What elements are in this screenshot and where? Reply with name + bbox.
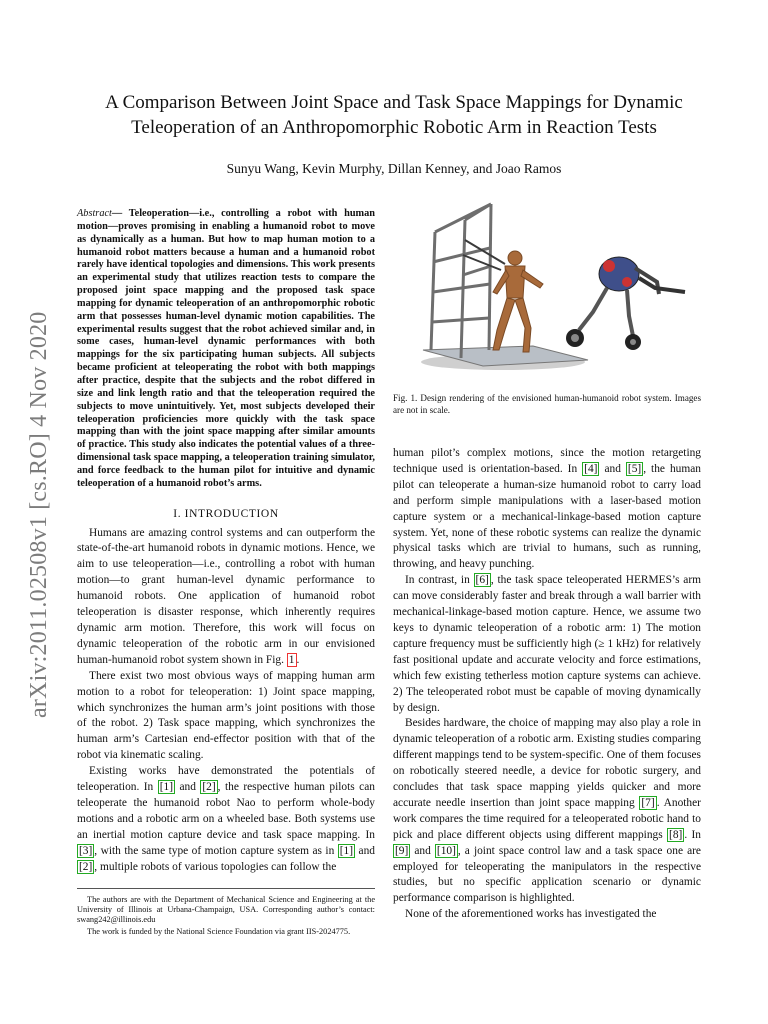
paragraph: None of the aforementioned works has investigated the bbox=[405, 908, 657, 921]
text-run: . bbox=[296, 653, 300, 666]
arxiv-identifier: arXiv:2011.02508v1 [cs.RO] 4 Nov 2020 bbox=[26, 311, 52, 718]
figure-link[interactable]: 1 bbox=[288, 653, 295, 666]
figure-caption: Fig. 1. Design rendering of the envisioned human-humanoid robot system. Images are not in scale. bbox=[393, 393, 701, 415]
abstract-text: — Teleoperation—i.e., controlling a robot with human motion—proves promising in enabling a humanoid robot to move as dynamically as a human. But how to map human motion to a humanoid robot matters because a human and a humanoid robot rarely have identical topologies and dimensions. This work presents an experimental study that utilizes reaction tests to compare the proposed joint space mapping and the proposed task space mapping for dynamic teleoperation of an anthropomorphic robotic arm that possesses human-level dynamic motion capabilities. The experimental results suggest that the robot achieved similar and, in some cases, human-level dynamic performances with both mappings for the six participating human subjects. All subjects became proficient at teleoperating the robot with both mappings after practice, despite that the subjects and the robot differed in size and link length ratio and that the teleoperation required the subjects to move unintuitively. Yet, most subjects developed their teleoperation proficiencies more quickly with the task space mapping than with the joint space mapping after similar amounts of practice. This study also indicates the potential values of a three-dimensional task space mapping, a teleoperation training simulator, and force feedback to the human pilot for intuitive and dynamic teleoperation of a humanoid robot’s arms. bbox=[77, 208, 375, 489]
citation-link[interactable]: [3] bbox=[79, 844, 93, 857]
citation-link[interactable]: [2] bbox=[79, 860, 93, 873]
text-run: , the task space teleoperated HERMES’s arm can move considerably faster and break through a wall barrier with mechanical-linkage-based motion capture. Hence, we assume two keys to dynamic teleoperation of a robotic arm: 1) The motion capture frequency must be sufficiently high (≥ 1 kHz) for relatively fast positional update and accurate velocity and force estimations, which few existing tetherless motion capture systems can achieve. 2) The teleoperated robot must be capable of moving dynamically by design. bbox=[393, 574, 701, 714]
author-list: Sunyu Wang, Kevin Murphy, Dillan Kenney, and Joao Ramos bbox=[226, 161, 562, 176]
paragraph: There exist two most obvious ways of mapping human arm motion to a robot for teleoperation: 1) Joint space mapping, which synchronizes the human arm’s joint positions with those of the robot. 2) Task space mapping, which synchronizes the human arm’s Cartesian end-effector position with that of the robot via kinematic scaling. bbox=[77, 669, 375, 762]
figure-robot-rendering bbox=[393, 200, 701, 378]
citation-link[interactable]: [6] bbox=[475, 574, 489, 587]
left-column bbox=[77, 208, 375, 876]
footnote-funding: The work is funded by the National Science Foundation via grant IIS-2024775. bbox=[87, 926, 351, 936]
text-run: , the respective human pilots can teleoperate the humanoid robot Nao to perform whole-body motions and a robotic arm on a wheeled base. Both systems use an inertial motion capture device and task space mapping. In bbox=[77, 781, 375, 841]
human-pilot bbox=[493, 251, 543, 352]
footnote-affiliation: The authors are with the Department of Mechanical Science and Engineering at the University of Illinois at Urbana-Champaign, USA. Corresponding author’s contact: swang242@illinois.edu bbox=[77, 895, 375, 925]
citation-link[interactable]: [7] bbox=[641, 796, 655, 809]
title-line: A Comparison Between Joint Space and Task Space Mappings for Dynamic bbox=[105, 92, 683, 113]
paper-title bbox=[60, 90, 728, 140]
paragraph bbox=[77, 764, 375, 875]
text-run: Besides hardware, the choice of mapping may also play a role in dynamic teleoperation of a robotic arm. Existing studies comparing different mappings tend to be system-specific. One of them focuses on robotically steered needle, a device for robotic surgery, and concludes that task space mapping yields quicker and more accurate needle insertion than joint space mapping bbox=[393, 717, 701, 809]
section-heading-introduction: I. INTRODUCTION bbox=[173, 507, 279, 520]
citation-link[interactable]: [1] bbox=[339, 844, 354, 857]
right-column bbox=[393, 200, 701, 923]
text-run: human pilot’s complex motions, since the motion retargeting technique used is orientation-based. In bbox=[393, 447, 701, 475]
footnotes bbox=[77, 888, 375, 938]
title-line: Teleoperation of an Anthropomorphic Robotic Arm in Reaction Tests bbox=[131, 117, 657, 138]
text-run: In contrast, in bbox=[405, 574, 470, 587]
citation-link[interactable]: [5] bbox=[627, 462, 642, 475]
paragraph bbox=[77, 526, 375, 669]
text-run: . Another work compares the time required for a teleoperated robotic hand to pick and place different objects using different mappings bbox=[393, 796, 701, 841]
citation-link[interactable]: [4] bbox=[584, 462, 598, 475]
paragraph bbox=[393, 716, 701, 907]
text-run: . In bbox=[684, 828, 701, 841]
text-run: and bbox=[414, 844, 431, 857]
text-run: , multiple robots of various topologies can follow the bbox=[94, 860, 337, 873]
citation-link[interactable]: [10] bbox=[436, 844, 456, 857]
text-run: Existing works have demonstrated the potentials of teleoperation. In bbox=[77, 765, 375, 794]
text-run: and bbox=[179, 781, 196, 794]
text-run: , the human pilot can teleoperate a human-size humanoid robot to carry load and perform simple manipulations with a laser-based motion capture system or a mechanical-linkage-based motion capture system. Yet, none of these robotic systems can realize the dynamic physical tasks which are trivial to humans, such as running, throwing, and heavy punching. bbox=[393, 462, 701, 571]
humanoid-robot bbox=[566, 257, 685, 350]
text-run: , a joint space control law and a task space one are employed for teleoperating the manipulators in the respective studies, but no specific application scenario or dynamic performance comparison is highlighted. bbox=[393, 844, 701, 905]
citation-link[interactable]: [9] bbox=[395, 844, 409, 857]
exoskeleton-frame bbox=[431, 204, 491, 358]
text-run: , with the same type of motion capture system as in bbox=[94, 844, 335, 857]
paragraph bbox=[393, 446, 701, 573]
abstract bbox=[77, 208, 375, 491]
citation-link[interactable]: [8] bbox=[669, 828, 683, 841]
linkage-arms bbox=[463, 240, 505, 270]
citation-link[interactable]: [2] bbox=[202, 781, 216, 794]
abstract-label: Abstract bbox=[77, 208, 112, 219]
text-run: and bbox=[358, 844, 375, 857]
citation-link[interactable]: [1] bbox=[159, 781, 173, 794]
text-run: Humans are amazing control systems and can outperform the state-of-the-art humanoid robots in dynamic motions. Hence, we aim to use teleoperation—i.e., controlling a robot with human motion—to grant human-level dynamic performance to humanoid robots. One application of humanoid robot teleoperation is disaster response, which inherently requires dynamic arm motion. Therefore, this work will focus on dynamic teleoperation of the robotic arm in our envisioned human-humanoid robot system shown in Fig. bbox=[77, 526, 375, 666]
paragraph bbox=[393, 573, 701, 716]
text-run: and bbox=[604, 462, 621, 475]
